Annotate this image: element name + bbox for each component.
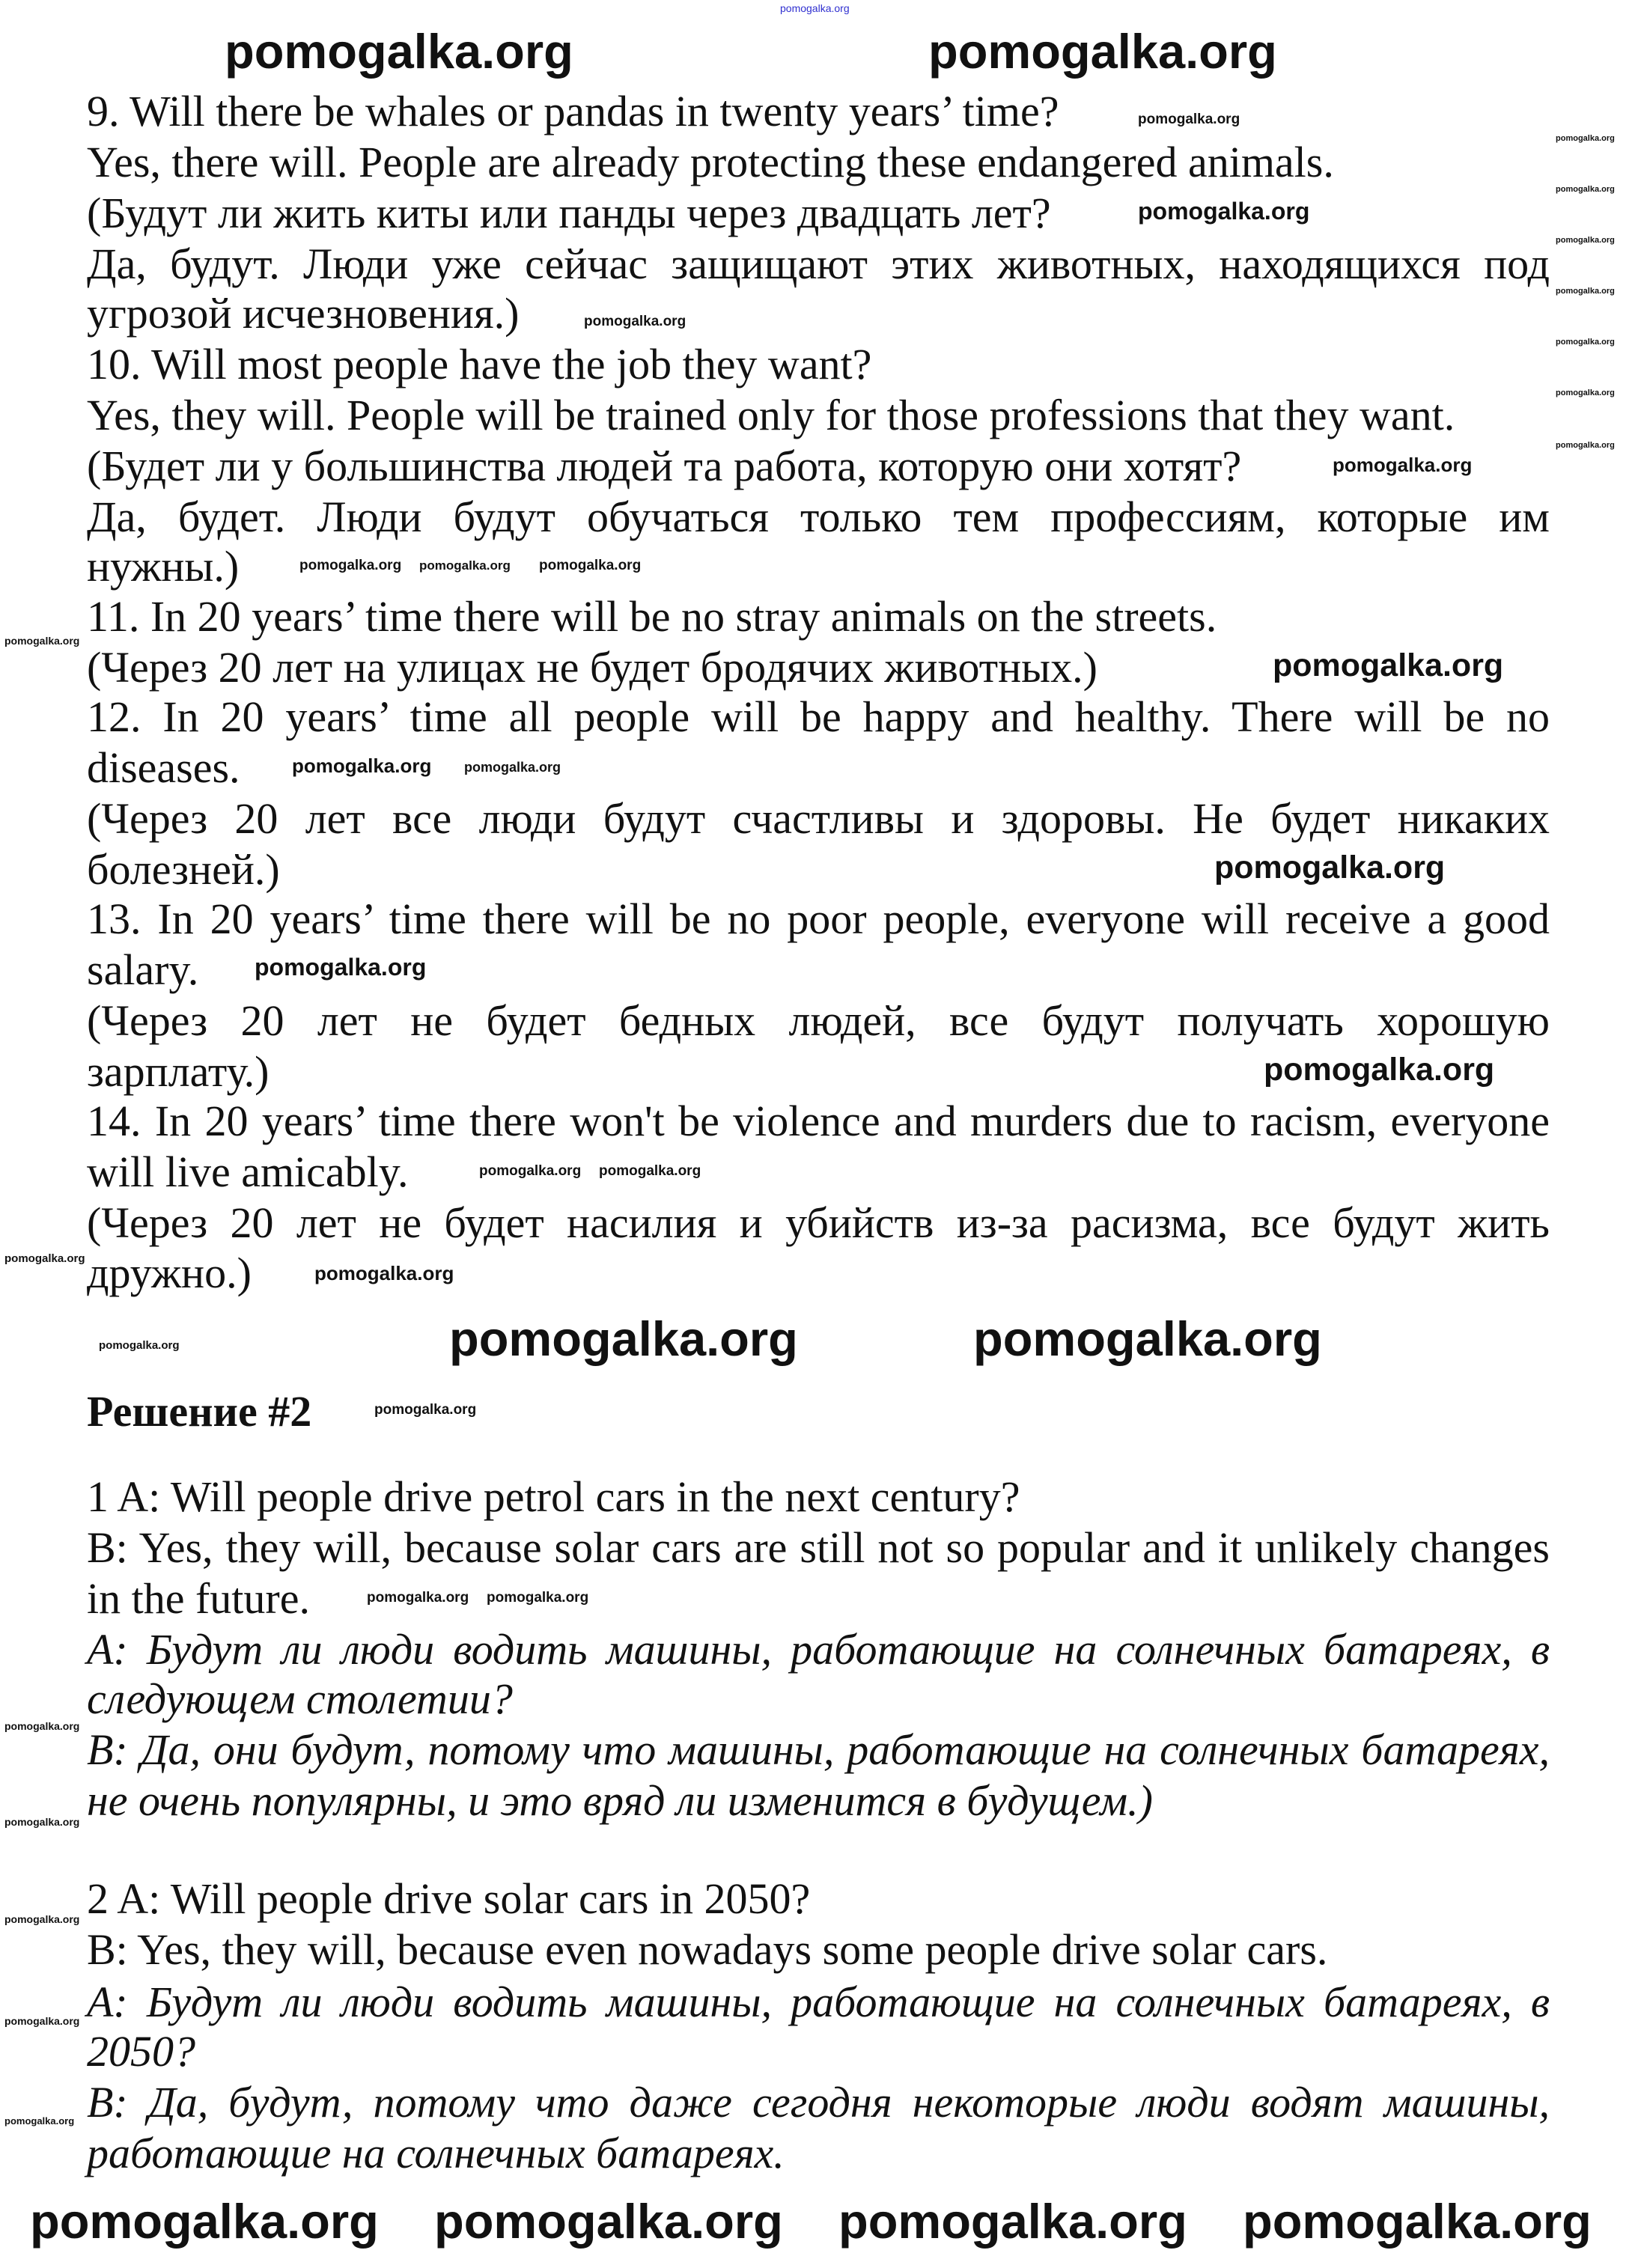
watermark: pomogalka.org <box>1243 2194 1592 2249</box>
watermark: pomogalka.org <box>464 760 561 775</box>
text-line: болезней.) <box>87 845 280 894</box>
watermark: pomogalka.org <box>1264 1052 1495 1088</box>
text-line: 14. In 20 years’ time there won't be violence and murders due to racism, everyone <box>87 1097 1550 1145</box>
text-line: (Будут ли жить киты или панды через двадцать лет? <box>87 189 1051 237</box>
watermark: pomogalka.org <box>479 1163 582 1179</box>
text-line: 2050? <box>87 2027 195 2076</box>
watermark: pomogalka.org <box>780 2 850 14</box>
watermark: pomogalka.org <box>1138 198 1310 225</box>
watermark: pomogalka.org <box>4 635 80 647</box>
text-line: Yes, they will. People will be trained only for those professions that they want. <box>87 391 1455 439</box>
text-line: 9. Will there be whales or pandas in twenty years’ time? <box>87 87 1059 135</box>
watermark: pomogalka.org <box>4 2115 75 2127</box>
text-line: Yes, there will. People are already protecting these endangered animals. <box>87 138 1334 186</box>
watermark: pomogalka.org <box>30 2194 379 2249</box>
watermark: pomogalka.org <box>973 1311 1322 1366</box>
text-line: salary. <box>87 945 199 994</box>
watermark: pomogalka.org <box>599 1163 701 1179</box>
watermark: pomogalka.org <box>314 1262 454 1284</box>
watermark: pomogalka.org <box>225 24 573 79</box>
watermark: pomogalka.org <box>1214 850 1446 885</box>
watermark: pomogalka.org <box>99 1339 180 1352</box>
text-line: (Через 20 лет не будет бедных людей, все будут получать хорошую <box>87 996 1550 1045</box>
text-line: 1 A: Will people drive petrol cars in the next century? <box>87 1472 1020 1521</box>
text-line: следующем столетии? <box>87 1674 513 1723</box>
text-line: (Через 20 лет на улицах не будет бродячих животных.) <box>87 643 1097 692</box>
text-line: работающие на солнечных батареях. <box>87 2129 785 2177</box>
watermark: pomogalka.org <box>434 2194 783 2249</box>
text-line: 2 A: Will people drive solar cars in 2050? <box>87 1874 811 1923</box>
watermark: pomogalka.org <box>4 1816 80 1828</box>
text-line: Да, будут. Люди уже сейчас защищают этих животных, находящихся под <box>87 240 1550 288</box>
watermark: pomogalka.org <box>1273 647 1504 683</box>
watermark: pomogalka.org <box>299 558 402 573</box>
watermark: pomogalka.org <box>838 2194 1187 2249</box>
text-line: B: Да, они будут, потому что машины, работающие на солнечных батареях, <box>87 1725 1550 1774</box>
text-line: 11. In 20 years’ time there will be no stray animals on the streets. <box>87 592 1217 641</box>
text-line: (Через 20 лет не будет насилия и убийств из-за расизма, все будут жить <box>87 1198 1550 1247</box>
watermark: pomogalka.org <box>4 1252 85 1265</box>
watermark: pomogalka.org <box>4 1720 80 1732</box>
watermark: pomogalka.org <box>1556 236 1615 245</box>
text-line: Да, будет. Люди будут обучаться только тем профессиям, которые им <box>87 493 1550 541</box>
text-line: дружно.) <box>87 1249 252 1297</box>
watermark: pomogalka.org <box>539 558 642 573</box>
watermark: pomogalka.org <box>1333 454 1473 476</box>
text-line: A: Будут ли люди водить машины, работающие на солнечных батареях, в <box>87 1625 1550 1674</box>
watermark: pomogalka.org <box>1556 287 1615 296</box>
text-line: diseases. <box>87 743 240 792</box>
watermark: pomogalka.org <box>419 558 511 573</box>
text-line: A: Будут ли люди водить машины, работающие на солнечных батареях, в <box>87 1978 1550 2026</box>
text-line: (Через 20 лет все люди будут счастливы и здоровы. Не будет никаких <box>87 794 1550 843</box>
watermark: pomogalka.org <box>4 1913 80 1925</box>
watermark: pomogalka.org <box>292 755 432 777</box>
text-line: B: Yes, they will, because solar cars are still not so popular and it unlikely changes <box>87 1523 1550 1572</box>
text-line: 10. Will most people have the job they want? <box>87 340 872 388</box>
text-line: (Будет ли у большинства людей та работа, которую они хотят? <box>87 442 1242 490</box>
text-line: не очень популярны, и это вряд ли изменится в будущем.) <box>87 1776 1153 1825</box>
watermark: pomogalka.org <box>1556 441 1615 450</box>
watermark: pomogalka.org <box>584 314 686 329</box>
watermark: pomogalka.org <box>487 1590 589 1606</box>
watermark: pomogalka.org <box>1556 338 1615 347</box>
text-line: нужны.) <box>87 542 240 591</box>
watermark: pomogalka.org <box>1138 112 1240 127</box>
text-line: 13. In 20 years’ time there will be no poor people, everyone will receive a good <box>87 894 1550 943</box>
watermark: pomogalka.org <box>4 2015 80 2027</box>
watermark: pomogalka.org <box>449 1311 798 1366</box>
text-line: зарплату.) <box>87 1047 270 1096</box>
watermark: pomogalka.org <box>928 24 1277 79</box>
text-line: 12. In 20 years’ time all people will be happy and healthy. There will be no <box>87 692 1550 741</box>
text-line: B: Да, будут, потому что даже сегодня некоторые люди водят машины, <box>87 2078 1550 2127</box>
watermark: pomogalka.org <box>255 954 427 981</box>
section-heading: Решение #2 <box>87 1387 312 1436</box>
text-line: in the future. <box>87 1574 310 1623</box>
text-line: B: Yes, they will, because even nowadays some people drive solar cars. <box>87 1925 1328 1974</box>
watermark: pomogalka.org <box>367 1590 469 1606</box>
watermark: pomogalka.org <box>1556 388 1615 397</box>
watermark: pomogalka.org <box>374 1402 477 1418</box>
text-line: угрозой исчезновения.) <box>87 289 520 338</box>
watermark: pomogalka.org <box>1556 185 1615 194</box>
text-line: will live amicably. <box>87 1147 409 1196</box>
watermark: pomogalka.org <box>1556 134 1615 143</box>
